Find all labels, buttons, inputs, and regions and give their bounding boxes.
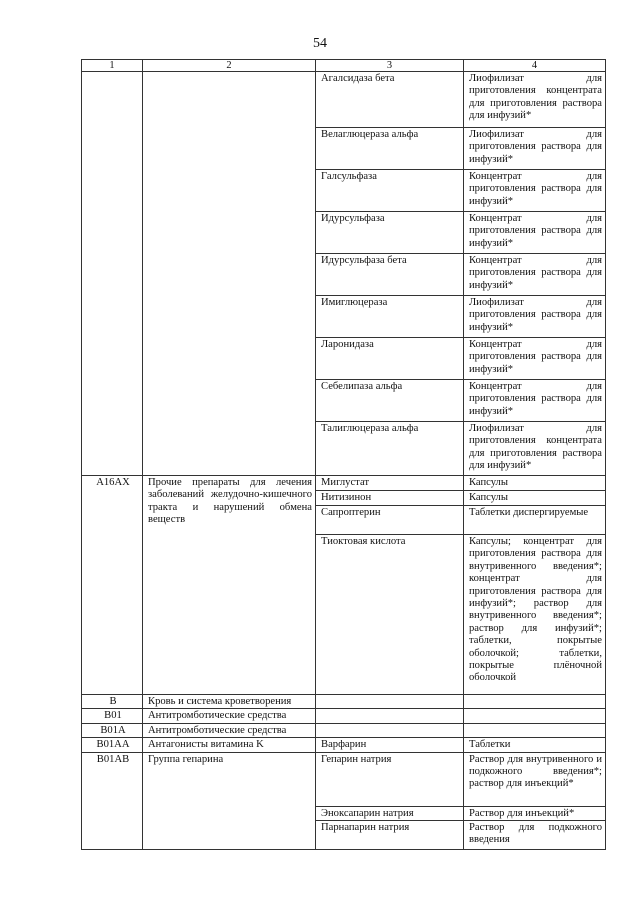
drug-cell: Велаглюцераза альфа [316, 128, 464, 170]
form-cell: Лиофилизат для приготовления раствора для инфузий* [464, 128, 606, 170]
form-cell: Концентрат для приготовления раствора для инфузий* [464, 338, 606, 380]
form-cell: Концентрат для приготовления раствора для инфузий* [464, 212, 606, 254]
group-cell: Антитромботические средства [143, 723, 316, 737]
form-cell [464, 723, 606, 737]
table-row [82, 723, 606, 737]
table-header-row [82, 60, 606, 72]
form-cell: Концентрат для приготовления раствора для инфузий* [464, 380, 606, 422]
code-cell: A16AX [82, 476, 143, 695]
form-cell: Капсулы; концентрат для приготовления раствора для внутривенного введения*; концентрат для приготовления раствора для инфузий*; раствор для внутривенного введения*; раствор для инфузий*; таблетки, покрытые оболочкой; таблетки, покрытые плёночной оболочкой [464, 535, 606, 695]
drug-table [81, 59, 606, 850]
table-row [82, 695, 606, 709]
header-cell: 2 [143, 60, 316, 72]
drug-cell: Ларонидаза [316, 338, 464, 380]
code-cell: B01AA [82, 738, 143, 752]
drug-cell: Имиглюцераза [316, 296, 464, 338]
header-cell: 1 [82, 60, 143, 72]
drug-cell: Идурсульфаза бета [316, 254, 464, 296]
drug-cell: Себелипаза альфа [316, 380, 464, 422]
drug-cell: Агалсидаза бета [316, 72, 464, 128]
header-cell: 4 [464, 60, 606, 72]
form-cell: Концентрат для приготовления раствора для инфузий* [464, 254, 606, 296]
form-cell: Раствор для внутривенного и подкожного введения*; раствор для инъекций* [464, 752, 606, 806]
header-cell: 3 [316, 60, 464, 72]
table-row [82, 72, 606, 128]
group-cell: Кровь и система кроветворения [143, 695, 316, 709]
page-number: 54 [313, 36, 327, 51]
table-row [82, 738, 606, 752]
form-cell: Раствор для подкожного введения [464, 821, 606, 850]
form-cell: Лиофилизат для приготовления концентрата для приготовления раствора для инфузий* [464, 72, 606, 128]
drug-cell: Варфарин [316, 738, 464, 752]
drug-cell: Тиоктовая кислота [316, 535, 464, 695]
drug-cell: Сапроптерин [316, 506, 464, 535]
form-cell: Раствор для инъекций* [464, 806, 606, 820]
table-row [82, 476, 606, 491]
drug-cell [316, 709, 464, 723]
drug-cell [316, 723, 464, 737]
form-cell [464, 709, 606, 723]
form-cell: Концентрат для приготовления раствора для инфузий* [464, 170, 606, 212]
drug-cell: Миглустат [316, 476, 464, 491]
drug-cell: Гепарин натрия [316, 752, 464, 806]
group-cell: Прочие препараты для лечения заболеваний желудочно-кишечного тракта и нарушений обмена веществ [143, 476, 316, 695]
table-row [82, 709, 606, 723]
drug-cell [316, 695, 464, 709]
form-cell: Лиофилизат для приготовления раствора для инфузий* [464, 296, 606, 338]
code-cell: B01A [82, 723, 143, 737]
drug-cell: Идурсульфаза [316, 212, 464, 254]
drug-cell: Талиглюцераза альфа [316, 422, 464, 476]
code-cell [82, 72, 143, 476]
table-row [82, 752, 606, 806]
form-cell: Таблетки диспергируемые [464, 506, 606, 535]
form-cell: Капсулы [464, 491, 606, 506]
code-cell: B01 [82, 709, 143, 723]
group-cell [143, 72, 316, 476]
form-cell: Таблетки [464, 738, 606, 752]
group-cell: Антагонисты витамина K [143, 738, 316, 752]
drug-cell: Нитизинон [316, 491, 464, 506]
drug-cell: Галсульфаза [316, 170, 464, 212]
drug-cell: Эноксапарин натрия [316, 806, 464, 820]
form-cell: Капсулы [464, 476, 606, 491]
code-cell: B01AB [82, 752, 143, 849]
form-cell: Лиофилизат для приготовления концентрата для приготовления раствора для инфузий* [464, 422, 606, 476]
code-cell: B [82, 695, 143, 709]
drug-cell: Парнапарин натрия [316, 821, 464, 850]
form-cell [464, 695, 606, 709]
group-cell: Группа гепарина [143, 752, 316, 849]
group-cell: Антитромботические средства [143, 709, 316, 723]
